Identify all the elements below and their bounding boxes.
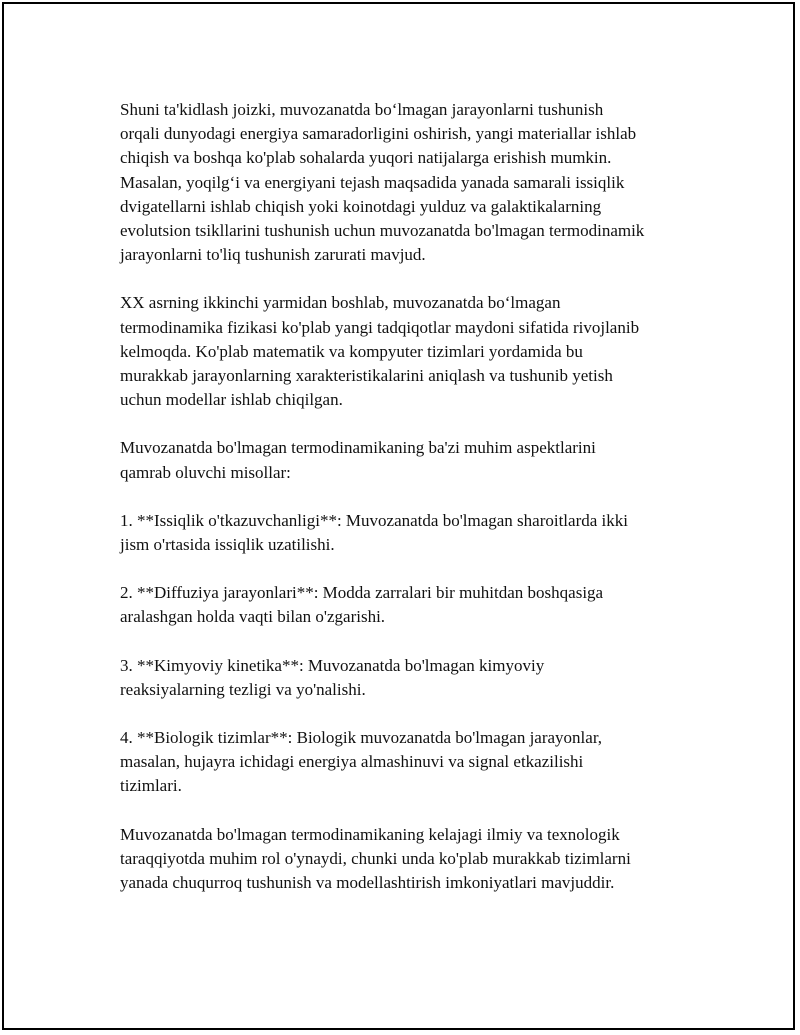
paragraph-conclusion: Muvozanatda bo'lmagan termodinamikaning kelajagi ilmiy va texnologik taraqqiyotda muhim rol o'ynaydi, chunki unda ko'plab murakkab tizimlarni yanada chuqurroq tushunish va modellashtirish imkoniyatlari mavjuddir. (120, 824, 631, 893)
list-item-biological-systems: 4. **Biologik tizimlar**: Biologik muvozanatda bo'lmagan jarayonlar, masalan, hujayra ichidagi energiya almashinuvi va signal etkazilishi tizimlari. (120, 728, 603, 796)
list-item-heat-conduction: 1. **Issiqlik o'tkazuvchanligi**: Muvozanatda bo'lmagan sharoitlarda ikki jism o'rtasida issiqlik uzatilishi. (120, 510, 628, 555)
paragraph-examples-intro: Muvozanatda bo'lmagan termodinamikaning ba'zi muhim aspektlarini qamrab oluvchi misollar: (120, 438, 596, 482)
page-frame (2, 2, 795, 1030)
document-body (120, 98, 700, 895)
list-item-chemical-kinetics: 3. **Kimyoviy kinetika**: Muvozanatda bo'lmagan kimyoviy reaksiyalarning tezligi va yo'nalishi. (120, 655, 545, 699)
list-item-diffusion: 2. **Diffuziya jarayonlari**: Modda zarralari bir muhitdan boshqasiga aralashgan holda vaqti bilan o'zgarishi. (120, 583, 604, 627)
paragraph-history: XX asrning ikkinchi yarmidan boshlab, muvozanatda bo‘lmagan termodinamika fizikasi ko'plab yangi tadqiqotlar maydoni sifatida rivojlanib kelmoqda. Ko'plab matematik va kompyuter tizimlari yordamida bu murakkab jarayonlarning xarakteristikalarini aniqlash va tushunib yetish uchun modellar ishlab chiqilgan. (120, 293, 640, 410)
paragraph-intro: Shuni ta'kidlash joizki, muvozanatda bo‘lmagan jarayonlarni tushunish orqali dunyodagi energiya samaradorligini oshirish, yangi materiallar ishlab chiqish va boshqa ko'plab sohalarda yuqori natijalarga erishish mumkin. Masalan, yoqilg‘i va energiyani tejash maqsadida yanada samarali issiqlik dvigatellarni ishlab chiqish yoki koinotdagi yulduz va galaktikalarning evolutsion tsikllarini tushunish uchun muvozanatda bo'lmagan termodinamik jarayonlarni to'liq tushunish zarurati mavjud. (120, 100, 645, 265)
